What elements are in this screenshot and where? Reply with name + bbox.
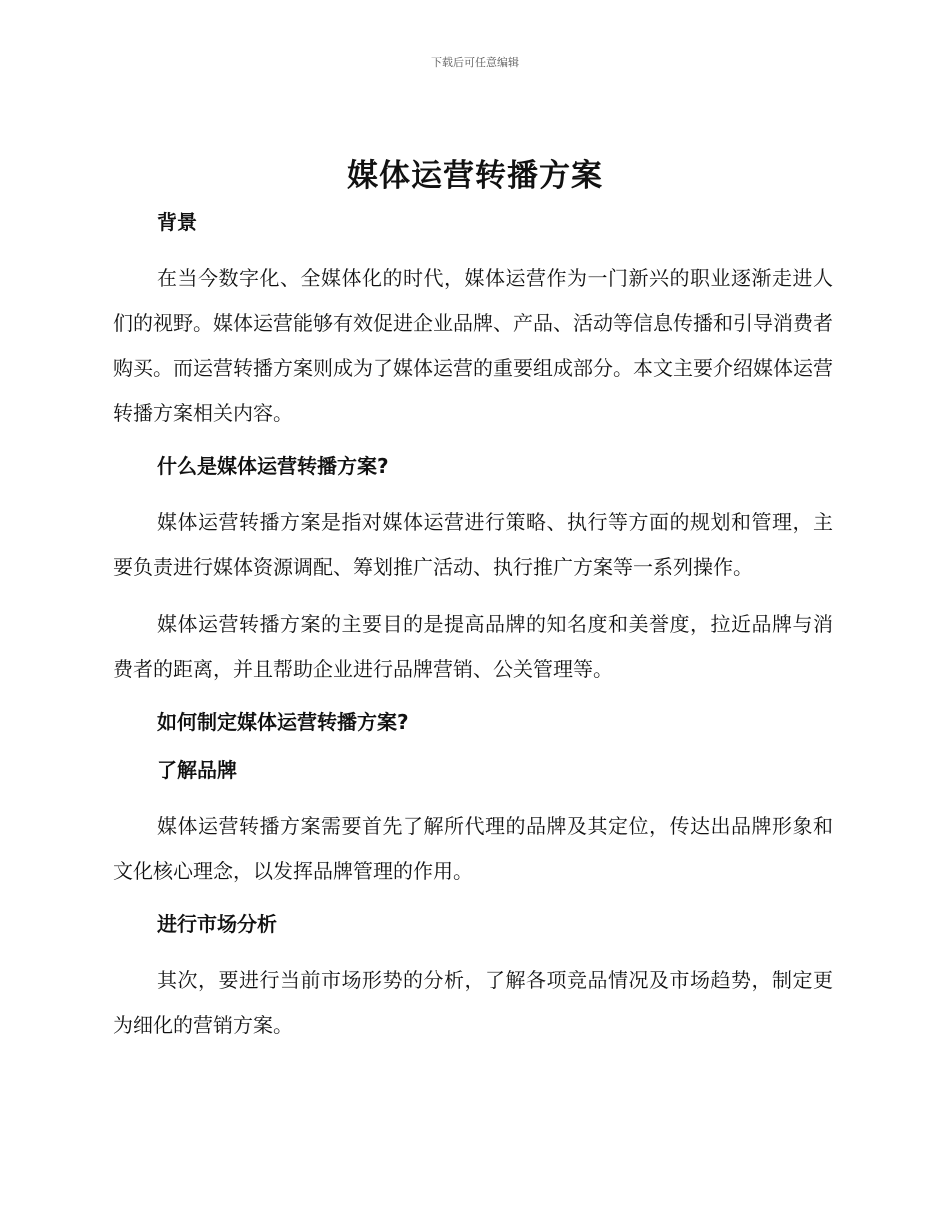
document-title: 媒体运营转播方案 [347, 158, 603, 194]
section-heading-what-is: 什么是媒体运营转播方案? [157, 454, 389, 478]
subheading-market-analysis: 进行市场分析 [157, 912, 277, 936]
document-body [113, 204, 833, 1048]
paragraph-background: 在当今数字化、全媒体化的时代，媒体运营作为一门新兴的职业逐渐走进人们的视野。媒体运营能够有效促进企业品牌、产品、活动等信息传播和引导消费者购买。而运营转播方案则成为了媒体运营的重要组成部分。本文主要介绍媒体运营转播方案相关内容。 [113, 266, 833, 425]
paragraph-purpose: 媒体运营转播方案的主要目的是提高品牌的知名度和美誉度，拉近品牌与消费者的距离，并且帮助企业进行品牌营销、公关管理等。 [113, 612, 833, 681]
header-note: 下载后可任意编辑 [431, 56, 519, 69]
section-heading-how-to: 如何制定媒体运营转播方案? [157, 710, 409, 734]
paragraph-market-analysis: 其次，要进行当前市场形势的分析，了解各项竞品情况及市场趋势，制定更为细化的营销方案。 [113, 968, 833, 1037]
subheading-understand-brand: 了解品牌 [157, 758, 237, 782]
paragraph-understand-brand: 媒体运营转播方案需要首先了解所代理的品牌及其定位，传达出品牌形象和文化核心理念，以发挥品牌管理的作用。 [113, 814, 833, 883]
paragraph-definition: 媒体运营转播方案是指对媒体运营进行策略、执行等方面的规划和管理，主要负责进行媒体资源调配、筹划推广活动、执行推广方案等一系列操作。 [113, 510, 833, 579]
section-heading-background: 背景 [157, 210, 197, 234]
